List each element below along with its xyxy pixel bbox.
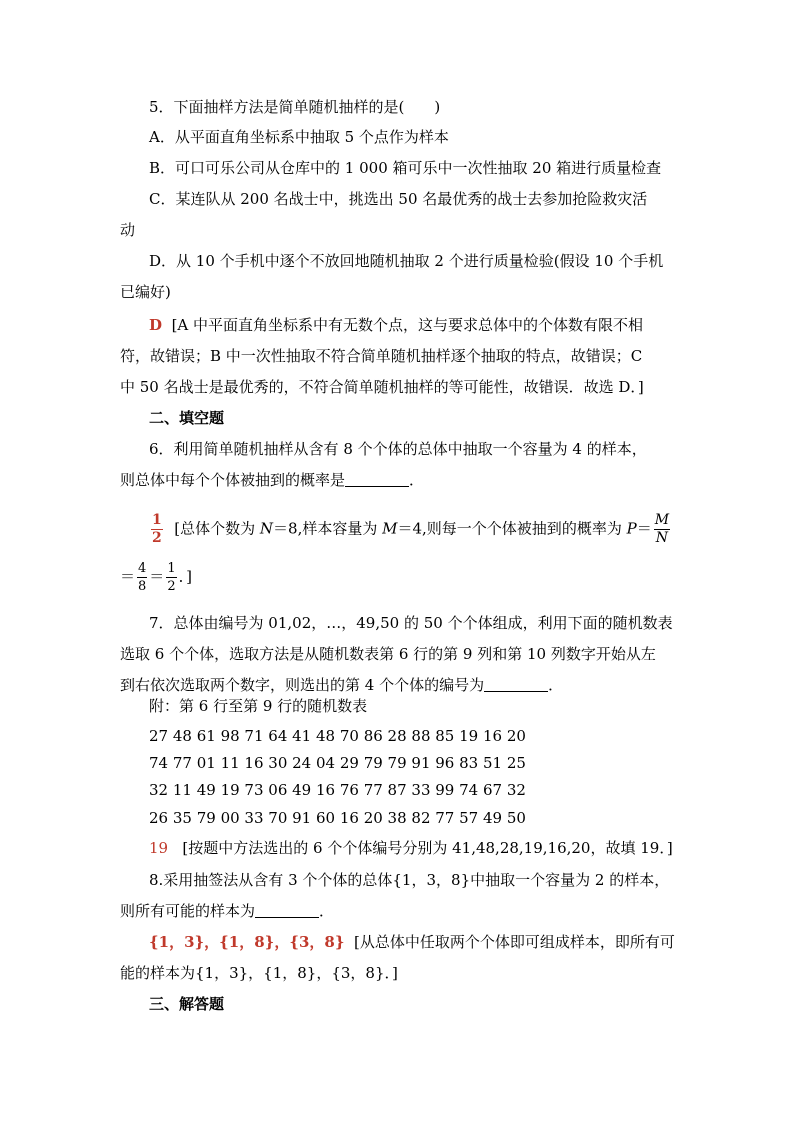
section-heading-answer: 三、解答题 — [149, 995, 225, 1013]
q8-explanation-line2: 能的样本为{1，3}，{1，8}，{3，8}．] — [120, 964, 398, 982]
q6-fraction-m-over-n: $\frac{M}{N}$ — [654, 512, 670, 546]
section-heading-fill-in: 二、填空题 — [149, 409, 225, 427]
q7-explanation: 19 [按题中方法选出的 6 个个体编号分别为 41,48,28,19,16,20，故填 19．] — [149, 839, 673, 857]
q5-option-d-line1: D．从 10 个手机中逐个不放回地随机抽取 2 个进行质量检验(假设 10 个手机 — [149, 252, 664, 270]
q6-stem-line2: 则总体中每个个体被抽到的概率是 ． — [120, 471, 425, 489]
q5-option-a: A．从平面直角坐标系中抽取 5 个点作为样本 — [149, 128, 449, 146]
random-table-row-9: 26 35 79 00 33 70 91 60 16 20 38 82 77 57 49 50 — [149, 809, 526, 827]
q5-answer: D — [149, 316, 163, 334]
q6-fraction-1-2: $\frac{1}{2}$ — [167, 561, 176, 594]
answer-blank — [484, 677, 548, 692]
answer-blank — [345, 472, 409, 487]
random-table-row-7: 74 77 01 11 16 30 24 04 29 79 79 91 96 83 51 25 — [149, 754, 526, 772]
q6-stem-line1: 6．利用简单随机抽样从含有 8 个个体的总体中抽取一个容量为 4 的样本， — [149, 440, 647, 458]
q6-fraction-4-8: $\frac{4}{8}$ — [138, 561, 147, 594]
q8-answer: {1，3}，{1，8}，{3，8} — [149, 933, 345, 951]
q8-stem-line1: 8.采用抽签法从含有 3 个个体的总体{1，3，8}中抽取一个容量为 2 的样本， — [149, 871, 670, 889]
q6-explanation-line1: $\frac{1}{2}$ [总体个数为 N＝8,样本容量为 M＝4,则每一个个体被抽到的概率为 P＝ $\frac{M}{N}$ — [152, 512, 670, 546]
q5-option-d-line2: 已编好) — [120, 283, 171, 301]
q6-answer-fraction: $\frac{1}{2}$ — [152, 512, 162, 546]
q5-option-c-line2: 动 — [120, 221, 136, 239]
q5-option-b: B．可口可乐公司从仓库中的 1 000 箱可乐中一次性抽取 20 箱进行质量检查 — [149, 159, 662, 177]
q5-explanation-line2: 符，故错误；B 中一次性抽取不符合简单随机抽样逐个抽取的特点，故错误；C — [120, 347, 643, 365]
q7-answer: 19 — [149, 839, 169, 857]
q7-stem-line2: 选取 6 个个体，选取方法是从随机数表第 6 行的第 9 列和第 10 列数字开始从左 — [120, 645, 656, 663]
random-table-row-8: 32 11 49 19 73 06 49 16 76 77 87 33 99 74 67 32 — [149, 781, 526, 799]
q5-option-c-line1: C．某连队从 200 名战士中，挑选出 50 名最优秀的战士去参加抢险救灾活 — [149, 190, 648, 208]
q6-explanation-line2: ＝ $\frac{4}{8}$ ＝ $\frac{1}{2}$ ．] — [120, 561, 192, 594]
q8-stem-line2: 则所有可能的样本为 ． — [120, 902, 335, 920]
q5-explanation-line3: 中 50 名战士是最优秀的，不符合简单随机抽样的等可能性，故错误．故选 D．] — [120, 378, 644, 396]
q7-appendix-label: 附：第 6 行至第 9 行的随机数表 — [149, 697, 368, 715]
q7-stem-line3: 到右依次选取两个数字，则选出的第 4 个个体的编号为 ． — [120, 676, 564, 694]
random-table-row-6: 27 48 61 98 71 64 41 48 70 86 28 88 85 19 16 20 — [149, 727, 526, 745]
q8-explanation-line1: {1，3}，{1，8}，{3，8} [从总体中任取两个个体即可组成样本，即所有可 — [149, 933, 675, 951]
q7-stem-line1: 7．总体由编号为 01,02，…，49,50 的 50 个个体组成，利用下面的随机数表 — [149, 614, 673, 632]
q5-stem: 5．下面抽样方法是简单随机抽样的是( ) — [149, 98, 441, 116]
answer-blank — [255, 903, 319, 918]
q5-explanation-line1: D [A 中平面直角坐标系中有无数个点，这与要求总体中的个体数有限不相 — [149, 316, 644, 334]
